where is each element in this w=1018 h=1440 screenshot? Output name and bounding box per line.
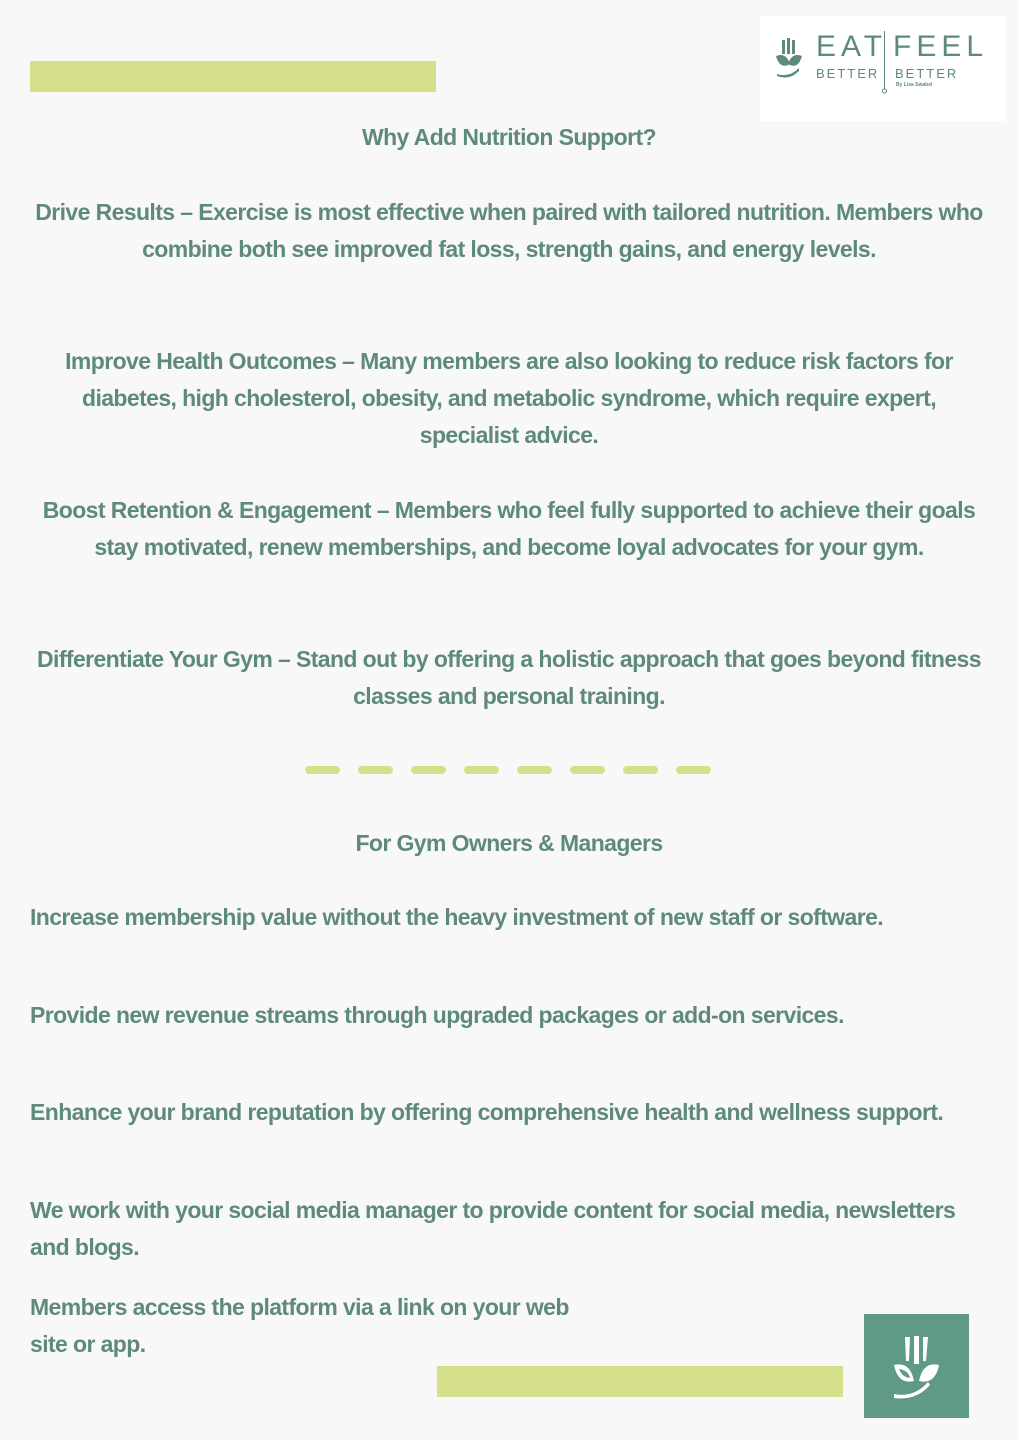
why-item-health-outcomes: Improve Health Outcomes – Many members are also looking to reduce risk factors for diabetes, high cholesterol, obesity, and metabolic syndrome, which require expert, specialist advice.: [65, 348, 953, 448]
access-line-1: Members access the platform via a link on your web: [30, 1294, 569, 1320]
why-item-retention: Boost Retention & Engagement – Members who feel fully supported to achieve their goals stay motivated, renew memberships, and become loyal advocates for your gym.: [42, 497, 976, 560]
dashed-divider: [305, 766, 711, 774]
owners-item-access: [30, 1289, 569, 1363]
accent-bar-bottom: [437, 1366, 843, 1397]
brand-badge: [864, 1314, 969, 1418]
owners-item-revenue: Provide new revenue streams through upgraded packages or add-on services.: [30, 1002, 844, 1028]
logo-better-right: BETTER: [895, 66, 959, 81]
logo-eat: EAT: [816, 30, 888, 63]
logo-feel: FEEL: [893, 30, 989, 63]
why-item-drive-results: Drive Results – Exercise is most effective when paired with tailored nutrition. Members who combine both see improved fat loss, strength gains, and energy levels.: [35, 199, 983, 262]
owners-item-social: We work with your social media manager to provide content for social media, newsletters and blogs.: [30, 1197, 956, 1260]
brand-logo: [760, 16, 1006, 121]
owners-item-brand: Enhance your brand reputation by offering comprehensive health and wellness support.: [30, 1099, 944, 1125]
owners-item-membership-value: Increase membership value without the heavy investment of new staff or software.: [30, 904, 884, 930]
why-item-differentiate: Differentiate Your Gym – Stand out by offering a holistic approach that goes beyond fitness classes and personal training.: [37, 646, 981, 709]
logo-byline: By Lisa Swabel: [896, 82, 933, 88]
access-line-2: site or app.: [30, 1331, 146, 1357]
accent-bar-top: [30, 61, 436, 92]
owners-title: For Gym Owners & Managers: [355, 830, 663, 856]
logo-better-left: BETTER: [816, 66, 880, 81]
why-title: Why Add Nutrition Support?: [362, 124, 656, 150]
hand-leaf-icon: [864, 1314, 969, 1418]
